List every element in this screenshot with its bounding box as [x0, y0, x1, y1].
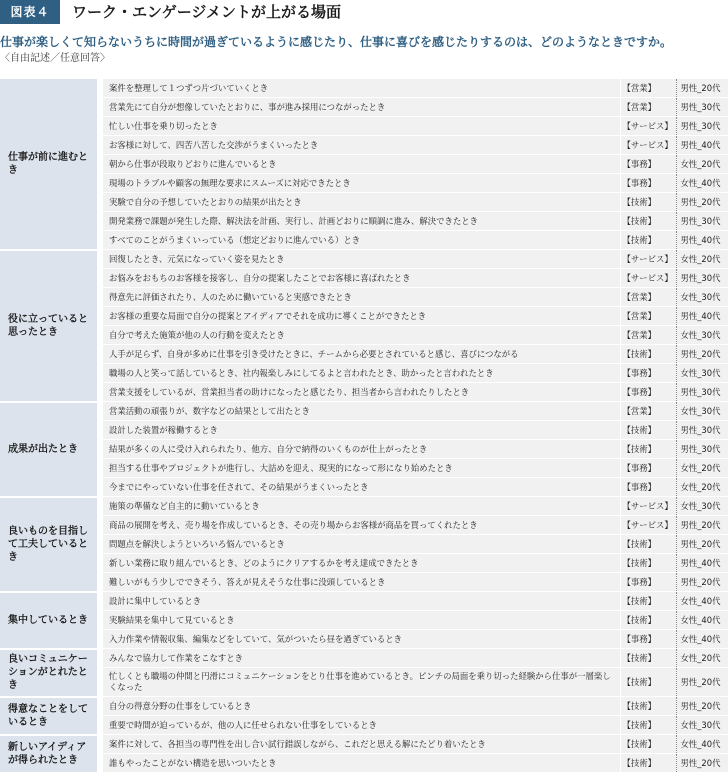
response-text: 問題点を解決しようといろいろ悩んでいるとき [100, 535, 620, 554]
response-text: 実験結果を集中して見ているとき [100, 611, 620, 630]
respondent-attributes: 男性_20代 [676, 754, 728, 773]
table-row [0, 155, 728, 174]
response-text: 営業支援をしているが、営業担当者の助けになったと感じたり、担当者から言われたりしたとき [100, 383, 620, 402]
job-type: 【営業】 [620, 402, 676, 421]
response-text: 施策の準備など自主的に動いているとき [100, 497, 620, 516]
category-label: 得意なことをしているとき [0, 697, 100, 735]
category-label: 仕事が前に進むとき [0, 79, 100, 250]
survey-question: 仕事が楽しくて知らないうちに時間が過ぎているように感じたり、仕事に喜びを感じたりするのは、どのようなときですか。 [0, 35, 673, 49]
table-row [0, 383, 728, 402]
category-label: 役に立っていると思ったとき [0, 250, 100, 402]
job-type: 【技術】 [620, 212, 676, 231]
job-type: 【技術】 [620, 554, 676, 573]
job-type: 【技術】 [620, 193, 676, 212]
job-type: 【技術】 [620, 345, 676, 364]
response-text: 案件を整理して１つずつ片づいていくとき [100, 79, 620, 98]
response-text: すべてのことがうまくいっている（想定どおりに進んでいる）とき [100, 231, 620, 250]
table-row [0, 231, 728, 250]
respondent-attributes: 男性_30代 [676, 269, 728, 288]
job-type: 【営業】 [620, 307, 676, 326]
table-row [0, 554, 728, 573]
table-row [0, 497, 728, 516]
table-row [0, 402, 728, 421]
response-text: 重要で時間が迫っているが、他の人に任せられない仕事をしているとき [100, 716, 620, 735]
table-row [0, 535, 728, 554]
respondent-attributes: 男性_20代 [676, 345, 728, 364]
response-text: 朝から仕事が段取りどおりに進んでいるとき [100, 155, 620, 174]
respondent-attributes: 女性_30代 [676, 288, 728, 307]
response-text: 開発業務で課題が発生した際、解決法を計画、実行し、計画どおりに順調に進み、解決できたとき [100, 212, 620, 231]
response-text: 自分で考えた施策が他の人の行動を変えたとき [100, 326, 620, 345]
job-type: 【サービス】 [620, 516, 676, 535]
category-label: 成果が出たとき [0, 402, 100, 497]
respondent-attributes: 男性_30代 [676, 98, 728, 117]
table-row [0, 307, 728, 326]
response-text: 忙しい仕事を乗り切ったとき [100, 117, 620, 136]
responses-table [0, 79, 728, 774]
respondent-attributes: 男性_20代 [676, 573, 728, 592]
table-row [0, 421, 728, 440]
response-text: お客様に対して、四苦八苦した交渉がうまくいったとき [100, 136, 620, 155]
category-label: 良いコミュニケーションがとれたとき [0, 649, 100, 697]
table-row [0, 174, 728, 193]
job-type: 【事務】 [620, 383, 676, 402]
respondent-attributes: 女性_40代 [676, 630, 728, 649]
table-row [0, 250, 728, 269]
response-text: 難しいがもう少しでできそう、答えが見えそうな仕事に没頭しているとき [100, 573, 620, 592]
response-text: 設計に集中しているとき [100, 592, 620, 611]
respondent-attributes: 女性_30代 [676, 326, 728, 345]
respondent-attributes: 女性_20代 [676, 250, 728, 269]
figure-header [0, 0, 728, 28]
table-row [0, 79, 728, 98]
job-type: 【サービス】 [620, 136, 676, 155]
job-type: 【営業】 [620, 98, 676, 117]
respondent-attributes: 男性_40代 [676, 307, 728, 326]
table-row [0, 459, 728, 478]
respondent-attributes: 女性_40代 [676, 592, 728, 611]
response-text: 回復したとき、元気になっていく姿を見たとき [100, 250, 620, 269]
response-text: 営業先にて自分が想像していたとおりに、事が進み採用につながったとき [100, 98, 620, 117]
table-row [0, 269, 728, 288]
job-type: 【事務】 [620, 174, 676, 193]
response-text: 案件に対して、各担当の専門性を出し合い試行錯誤しながら、これだと思える解にたどり着いたとき [100, 735, 620, 754]
category-label: 集中しているとき [0, 592, 100, 649]
job-type: 【営業】 [620, 288, 676, 307]
respondent-attributes: 女性_20代 [676, 155, 728, 174]
table-row [0, 98, 728, 117]
response-text: 入力作業や情報収集、編集などをしていて、気がついたら昼を過ぎているとき [100, 630, 620, 649]
job-type: 【技術】 [620, 668, 676, 697]
job-type: 【営業】 [620, 79, 676, 98]
response-text: 結果が多くの人に受け入れられたり、他方、自分で納得のいくものが仕上がったとき [100, 440, 620, 459]
category-label: 新しいアイディアが得られたとき [0, 735, 100, 773]
response-text: お客様の重要な局面で自分の提案とアイディアでそれを成功に導くことができたとき [100, 307, 620, 326]
table-row [0, 440, 728, 459]
respondent-attributes: 男性_40代 [676, 554, 728, 573]
table-row [0, 630, 728, 649]
response-text: みんなで協力して作業をこなすとき [100, 649, 620, 668]
respondent-attributes: 女性_40代 [676, 611, 728, 630]
respondent-attributes: 男性_40代 [676, 136, 728, 155]
job-type: 【事務】 [620, 155, 676, 174]
response-text: 自分の得意分野の仕事をしているとき [100, 697, 620, 716]
table-row [0, 716, 728, 735]
table-row [0, 117, 728, 136]
table-row [0, 649, 728, 668]
job-type: 【技術】 [620, 754, 676, 773]
table-row [0, 326, 728, 345]
job-type: 【技術】 [620, 716, 676, 735]
response-text: 今までにやっていない仕事を任されて、その結果がうまくいったとき [100, 478, 620, 497]
respondent-attributes: 女性_30代 [676, 716, 728, 735]
job-type: 【技術】 [620, 611, 676, 630]
respondent-attributes: 男性_30代 [676, 421, 728, 440]
respondent-attributes: 女性_30代 [676, 364, 728, 383]
answer-format-note: 〈自由記述／任意回答〉 [0, 53, 110, 64]
respondent-attributes: 男性_20代 [676, 535, 728, 554]
response-text: 商品の展開を考え、売り場を作成しているとき、その売り場からお客様が商品を買ってくれたとき [100, 516, 620, 535]
table-row [0, 516, 728, 535]
table-row [0, 697, 728, 716]
response-text: 担当する仕事やプロジェクトが進行し、大詰めを迎え、現実的になって形になり始めたとき [100, 459, 620, 478]
job-type: 【技術】 [620, 697, 676, 716]
table-row [0, 611, 728, 630]
response-text: 忙しくとも職場の仲間と円滑にコミュニケーションをとり仕事を進めているとき。ピンチの局面を乗り切った経験から仕事が一層楽しくなった [100, 668, 620, 697]
table-row [0, 735, 728, 754]
table-row [0, 288, 728, 307]
respondent-attributes: 男性_20代 [676, 668, 728, 697]
respondent-attributes: 男性_20代 [676, 516, 728, 535]
respondent-attributes: 女性_40代 [676, 735, 728, 754]
table-row [0, 754, 728, 773]
respondent-attributes: 女性_20代 [676, 459, 728, 478]
respondent-attributes: 女性_20代 [676, 478, 728, 497]
table-row [0, 668, 728, 697]
job-type: 【技術】 [620, 592, 676, 611]
figure-label: 図表４ [0, 0, 60, 24]
job-type: 【事務】 [620, 573, 676, 592]
job-type: 【営業】 [620, 326, 676, 345]
respondent-attributes: 女性_30代 [676, 402, 728, 421]
table-row [0, 212, 728, 231]
job-type: 【サービス】 [620, 250, 676, 269]
respondent-attributes: 男性_20代 [676, 697, 728, 716]
respondent-attributes: 男性_20代 [676, 79, 728, 98]
response-text: 営業活動の頑張りが、数字などの結果として出たとき [100, 402, 620, 421]
job-type: 【技術】 [620, 231, 676, 250]
table-row [0, 136, 728, 155]
response-text: お悩みをおもちのお客様を接客し、自分の提案したことでお客様に喜ばれたとき [100, 269, 620, 288]
responses-table-body [0, 79, 728, 773]
job-type: 【技術】 [620, 535, 676, 554]
response-text: 新しい業務に取り組んでいるとき、どのようにクリアするかを考え達成できたとき [100, 554, 620, 573]
table-row [0, 573, 728, 592]
response-text: 設計した装置が稼働するとき [100, 421, 620, 440]
respondent-attributes: 女性_40代 [676, 174, 728, 193]
respondent-attributes: 男性_30代 [676, 383, 728, 402]
figure-title: ワーク・エンゲージメントが上がる場面 [72, 3, 341, 21]
respondent-attributes: 女性_30代 [676, 497, 728, 516]
respondent-attributes: 男性_30代 [676, 117, 728, 136]
respondent-attributes: 男性_30代 [676, 212, 728, 231]
response-text: 職場の人と笑って話しているとき、社内報楽しみにしてるよと言われたとき、助かったと言われたとき [100, 364, 620, 383]
respondent-attributes: 男性_20代 [676, 193, 728, 212]
job-type: 【技術】 [620, 421, 676, 440]
job-type: 【サービス】 [620, 269, 676, 288]
response-text: 得意先に評価されたり、人のために働いていると実感できたとき [100, 288, 620, 307]
job-type: 【事務】 [620, 459, 676, 478]
job-type: 【技術】 [620, 649, 676, 668]
job-type: 【サービス】 [620, 117, 676, 136]
job-type: 【事務】 [620, 478, 676, 497]
table-row [0, 345, 728, 364]
table-row [0, 364, 728, 383]
table-row [0, 193, 728, 212]
response-text: 実験で自分の予想していたとおりの結果が出たとき [100, 193, 620, 212]
response-text: 現場のトラブルや顧客の無理な要求にスムーズに対応できたとき [100, 174, 620, 193]
response-text: 誰もやったことがない構造を思いついたとき [100, 754, 620, 773]
category-label: 良いものを目指して工夫しているとき [0, 497, 100, 592]
table-row [0, 478, 728, 497]
job-type: 【技術】 [620, 440, 676, 459]
respondent-attributes: 女性_20代 [676, 649, 728, 668]
respondent-attributes: 男性_40代 [676, 231, 728, 250]
response-text: 人手が足らず、自身が多めに仕事を引き受けたときに、チームから必要とされていると感じ、喜びにつながる [100, 345, 620, 364]
respondent-attributes: 男性_30代 [676, 440, 728, 459]
job-type: 【技術】 [620, 735, 676, 754]
job-type: 【事務】 [620, 630, 676, 649]
job-type: 【事務】 [620, 364, 676, 383]
job-type: 【サービス】 [620, 497, 676, 516]
table-row [0, 592, 728, 611]
